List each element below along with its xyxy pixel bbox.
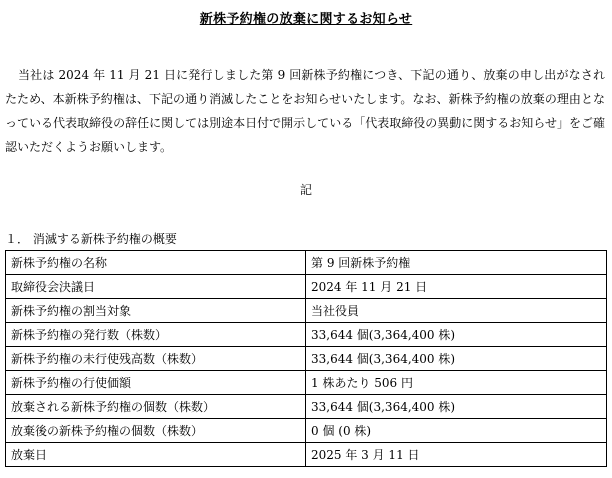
table-row bbox=[6, 251, 607, 275]
row-label: 放棄後の新株予約権の個数（株数） bbox=[6, 419, 306, 443]
table-row bbox=[6, 347, 607, 371]
row-label: 新株予約権の発行数（株数） bbox=[6, 323, 306, 347]
row-value: 0 個 (0 株) bbox=[306, 419, 607, 443]
row-value: 33,644 個(3,364,400 株) bbox=[306, 347, 607, 371]
table-row bbox=[6, 275, 607, 299]
body-paragraph: 当社は 2024 年 11 月 21 日に発行しました第 9 回新株予約権につき、下記の通り、放棄の申し出がなされたため、本新株予約権は、下記の通り消滅したことをお知らせいたします。なお、新株予約権の放棄の理由となっている代表取締役の辞任に関しては別途本日付で開示している「代表取締役の異動に関するお知らせ」をご確認いただくようお願いします。 bbox=[5, 68, 605, 154]
table-row bbox=[6, 419, 607, 443]
row-label: 放棄日 bbox=[6, 443, 306, 467]
row-label: 新株予約権の割当対象 bbox=[6, 299, 306, 323]
row-label: 新株予約権の未行使残高数（株数） bbox=[6, 347, 306, 371]
row-value: 2024 年 11 月 21 日 bbox=[306, 275, 607, 299]
row-label: 取締役会決議日 bbox=[6, 275, 306, 299]
details-table bbox=[5, 250, 607, 467]
row-value: 1 株あたり 506 円 bbox=[306, 371, 607, 395]
ki-heading: 記 bbox=[299, 183, 312, 197]
row-value: 33,644 個(3,364,400 株) bbox=[306, 323, 607, 347]
row-value: 第 9 回新株予約権 bbox=[306, 251, 607, 275]
row-value: 2025 年 3 月 11 日 bbox=[306, 443, 607, 467]
document-title: 新株予約権の放棄に関するお知らせ bbox=[199, 12, 413, 27]
row-label: 放棄される新株予約権の個数（株数） bbox=[6, 395, 306, 419]
table-row bbox=[6, 395, 607, 419]
row-label: 新株予約権の名称 bbox=[6, 251, 306, 275]
row-value: 33,644 個(3,364,400 株) bbox=[306, 395, 607, 419]
table-row bbox=[6, 299, 607, 323]
table-row bbox=[6, 323, 607, 347]
table-row bbox=[6, 443, 607, 467]
section-heading: １． 消滅する新株予約権の概要 bbox=[5, 232, 177, 246]
row-label: 新株予約権の行使価額 bbox=[6, 371, 306, 395]
table-row bbox=[6, 371, 607, 395]
row-value: 当社役員 bbox=[306, 299, 607, 323]
